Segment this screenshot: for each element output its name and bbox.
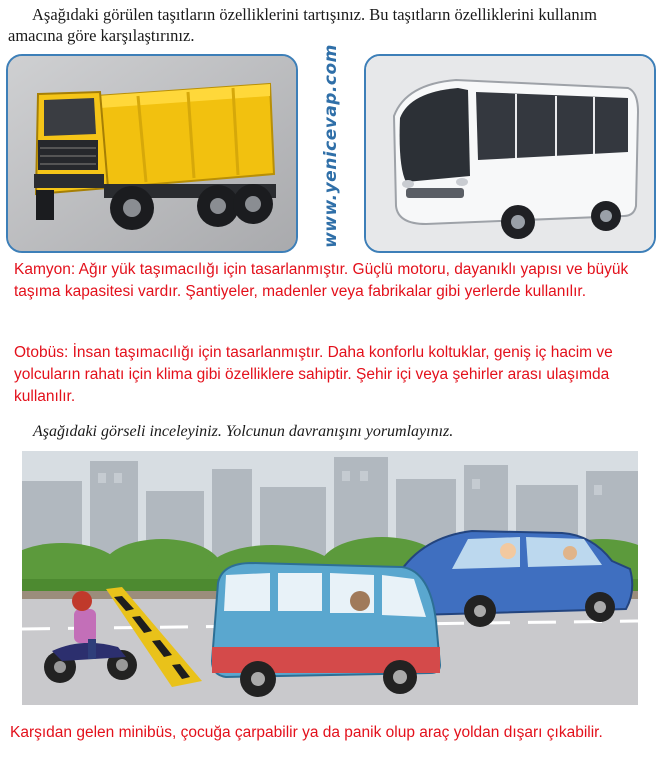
truck-illustration xyxy=(8,56,296,251)
bus-illustration xyxy=(366,56,654,251)
question-1-line-1: Aşağıdaki görülen taşıtların özelliklerini tartışınız. Bu taşıtların özelliklerini kullanım xyxy=(32,5,597,24)
bus-answer: Otobüs: İnsan taşımacılığı için tasarlanmıştır. Daha konforlu koltuklar, geniş iç hacim ve yolcuların rahatı için klima gibi özelliklere sahiptir. Şehir içi veya şehirler arası ulaşımda kullanılır. xyxy=(14,344,613,405)
question-2: Aşağıdaki görseli inceleyiniz. Yolcunun davranışını yorumlayınız. xyxy=(33,423,454,440)
bus-photo xyxy=(364,54,656,253)
watermark xyxy=(318,36,344,256)
scene-answer: Karşıdan gelen minibüs, çocuğa çarpabilir ya da panik olup araç yoldan dışarı çıkabilir. xyxy=(10,724,603,741)
truck-answer: Kamyon: Ağır yük taşımacılığı için tasarlanmıştır. Güçlü motoru, dayanıklı yapısı ve büyük taşıma kapasitesi vardır. Şantiyeler, madenler veya fabrikalar gibi yerlerde kullanılır. xyxy=(14,261,629,300)
traffic-scene xyxy=(22,451,638,705)
question-1-line-2: amacına göre karşılaştırınız. xyxy=(8,26,195,45)
truck-photo xyxy=(6,54,298,253)
traffic-scene-illustration xyxy=(22,451,638,705)
watermark-text: www.yenicevap.com xyxy=(321,44,342,248)
